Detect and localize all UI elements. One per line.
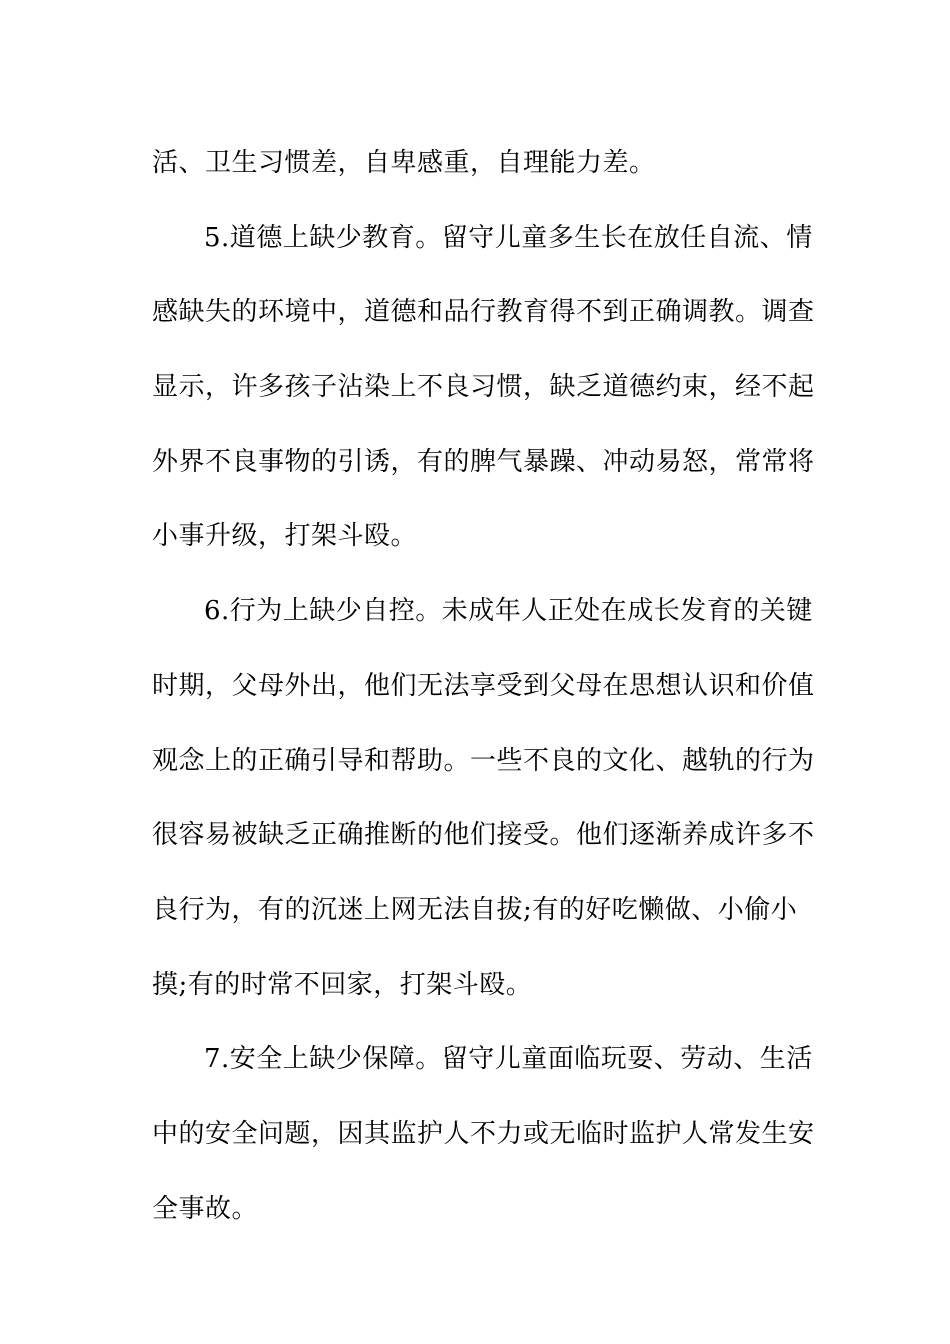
- paragraph-5-line-3: 显示，许多孩子沾染上不良习惯，缺乏道德约束，经不起: [152, 372, 815, 403]
- document-body: [152, 126, 815, 1246]
- paragraph-6-line-2: 时期，父母外出，他们无法享受到父母在思想认识和价值: [152, 670, 815, 701]
- paragraph-7-line-1: 7.安全上缺少保障。留守儿童面临玩耍、劳动、生活: [204, 1044, 813, 1075]
- paragraph-6-line-5: 良行为，有的沉迷上网无法自拔;有的好吃懒做、小偷小: [152, 894, 798, 925]
- paragraph-5-line-1: 5.道德上缺少教育。留守儿童多生长在放任自流、情: [204, 222, 813, 253]
- paragraph-4-line-end: 活、卫生习惯差，自卑感重，自理能力差。: [152, 148, 656, 178]
- paragraph-6-line-4: 很容易被缺乏正确推断的他们接受。他们逐渐养成许多不: [152, 820, 815, 851]
- paragraph-5-line-5: 小事升级，打架斗殴。: [152, 521, 418, 552]
- paragraph-7-line-3: 全事故。: [152, 1193, 259, 1224]
- paragraph-6-line-6: 摸;有的时常不回家，打架斗殴。: [152, 969, 533, 1000]
- paragraph-7-line-2: 中的安全问题，因其监护人不力或无临时监护人常发生安: [152, 1118, 815, 1149]
- paragraph-6-line-3: 观念上的正确引导和帮助。一些不良的文化、越轨的行为: [152, 745, 815, 776]
- paragraph-6-line-1: 6.行为上缺少自控。未成年人正处在成长发育的关键: [204, 596, 813, 627]
- paragraph-5-line-4: 外界不良事物的引诱，有的脾气暴躁、冲动易怒，常常将: [152, 446, 815, 477]
- paragraph-5-line-2: 感缺失的环境中，道德和品行教育得不到正确调教。调查: [152, 297, 815, 328]
